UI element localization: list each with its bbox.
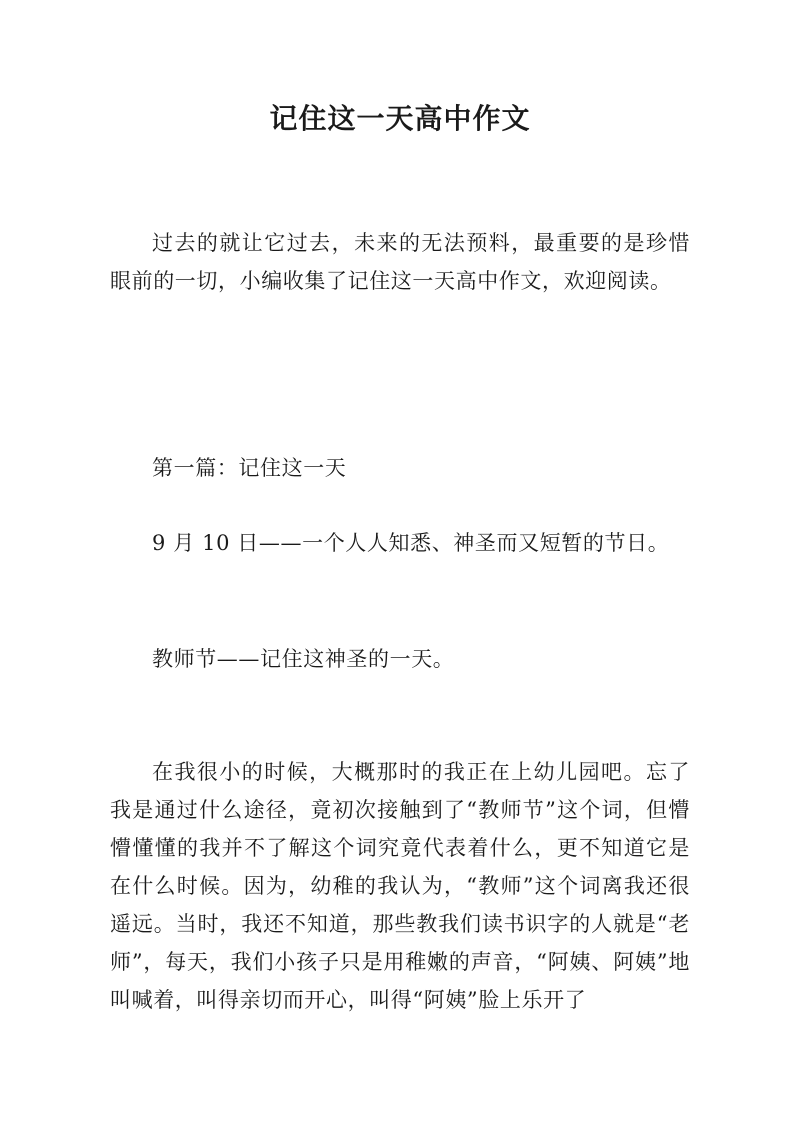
intro-paragraph: 过去的就让它过去，未来的无法预料，最重要的是珍惜眼前的一切，小编收集了记住这一天高中作文，欢迎阅读。 xyxy=(110,231,690,293)
document-title: 记住这一天高中作文 xyxy=(269,102,531,135)
teacher-day-paragraph: 教师节——记住这神圣的一天。 xyxy=(152,647,455,671)
date-paragraph: 9 月 10 日——一个人人知悉、神圣而又短暂的节日。 xyxy=(152,531,670,555)
body-paragraph: 在我很小的时候，大概那时的我正在上幼儿园吧。忘了我是通过什么途径，竟初次接触到了“教师节”这个词，但懵懵懂懂的我并不了解这个词究竟代表着什么，更不知道它是在什么时候。因为，幼稚的我认为，“教师”这个词离我还很遥远。当时，我还不知道，那些教我们读书识字的人就是“老师”，每天，我们小孩子只是用稚嫩的声音，“阿姨、阿姨”地叫喊着，叫得亲切而开心，叫得“阿姨”脸上乐开了 xyxy=(110,760,690,1012)
section-heading: 第一篇：记住这一天 xyxy=(152,456,347,480)
